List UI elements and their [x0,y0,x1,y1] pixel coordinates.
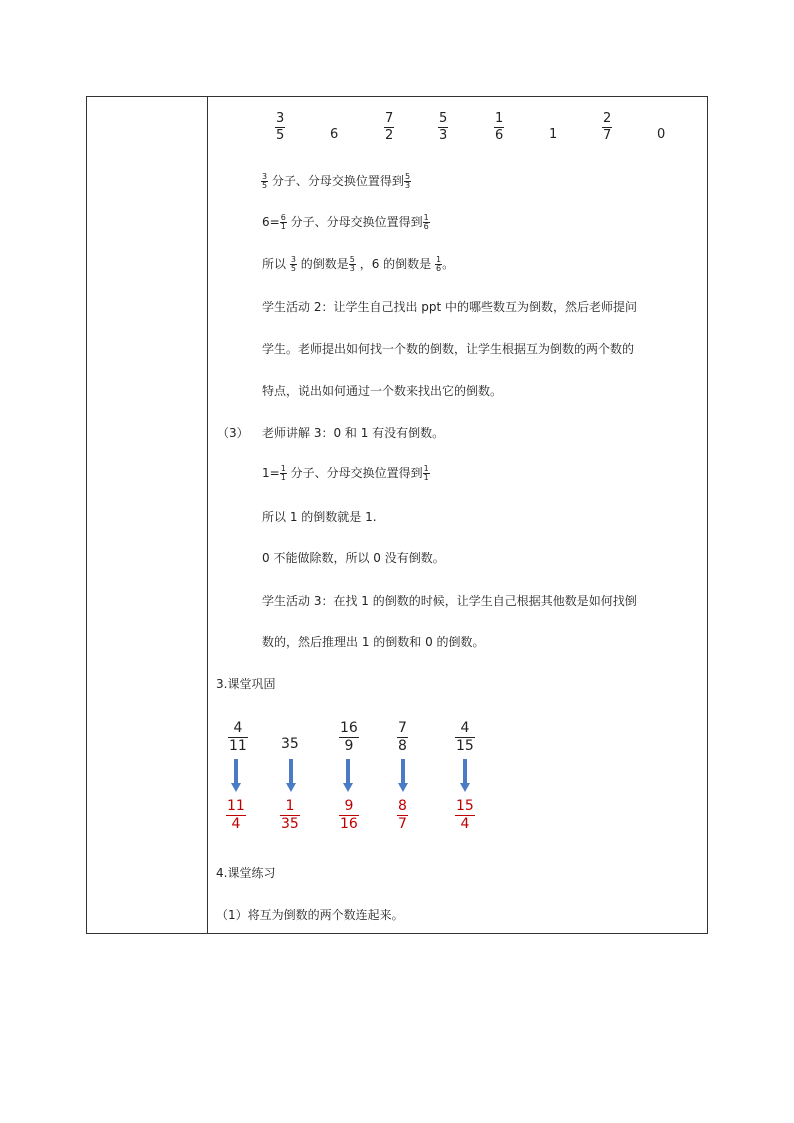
activity-3-line-2: 数的，然后推理出 1 的倒数和 0 的倒数。 [262,635,485,649]
activity-2-line-2: 学生。老师提出如何找一个数的倒数，让学生根据互为倒数的两个数的 [262,342,635,356]
fraction-1-6: $\frac{1}{6}$ [423,213,429,231]
down-arrow-icon [288,759,294,793]
fraction-6-1: $\frac{6}{1}$ [280,213,286,231]
consolidation-4-11: 4 11 [229,720,247,754]
activity-3-line-1: 学生活动 3：在找 1 的倒数的时候，让学生自己根据其他数是如何找倒 [262,594,637,608]
number-5-3 [438,112,448,143]
denominator: 5 [276,128,285,143]
equation-prefix: 1= [262,466,280,480]
fraction-1-6: $\frac{1}{6}$ [435,255,442,273]
fraction-1-1: $\frac{1}{1}$ [280,464,286,482]
line-swap-3-5 [261,173,411,190]
swap-text: 分子、分母交换位置得到 [271,174,404,188]
exercise-1: （1）将互为倒数的两个数连起来。 [216,908,404,922]
swap-text: 分子、分母交换位置得到 [290,215,423,229]
equation-prefix: 6= [262,215,280,229]
number-0: 0 [657,127,666,142]
consolidation-7-8: 7 8 [398,720,407,754]
number-3-5 [275,112,285,143]
fraction-5-3: $\frac{5}{3}$ [349,255,355,273]
denominator: 7 [603,128,612,143]
numerator: 5 [439,111,448,126]
numerator: 2 [603,111,612,126]
answer-9-16: 9 16 [340,798,358,832]
heading-practice: 4.课堂练习 [216,866,276,880]
consolidation-16-9: 16 9 [340,720,358,754]
down-arrow-icon [345,759,351,793]
denominator: 3 [439,128,448,143]
answer-11-4: 11 4 [227,798,245,832]
line-0-no-reciprocal: 0 不能做除数，所以 0 没有倒数。 [262,551,445,565]
fraction-3-5: $\frac{3}{5}$ [262,172,268,190]
consolidation-35: 35 [281,736,299,752]
fraction-1-1: $\frac{1}{1}$ [423,464,429,482]
activity-2-line-3: 特点，说出如何通过一个数来找出它的倒数。 [262,384,503,398]
line-swap-6 [262,214,430,231]
fraction-3-5: $\frac{3}{5}$ [290,255,296,273]
fraction-5-3: $\frac{5}{3}$ [404,172,411,190]
table-column-divider [207,96,208,934]
numerator: 1 [495,111,504,126]
text: 的倒数是 [300,257,349,271]
number-1: 1 [549,127,558,142]
numerator: 3 [276,111,285,126]
down-arrow-icon [233,759,239,793]
line-swap-1 [262,465,430,482]
activity-2-line-1: 学生活动 2：让学生自己找出 ppt 中的哪些数互为倒数，然后老师提问 [262,300,638,314]
text: 所以 [262,257,287,271]
heading-consolidation: 3.课堂巩固 [216,677,276,691]
down-arrow-icon [400,759,406,793]
section-3-text: 老师讲解 3：0 和 1 有没有倒数。 [262,426,445,440]
swap-text: 分子、分母交换位置得到 [290,466,423,480]
text: ，6 的倒数是 [359,257,432,271]
number-1-6 [494,112,504,143]
denominator: 2 [385,128,394,143]
answer-1-35: 1 35 [281,798,299,832]
numerator: 7 [385,111,394,126]
down-arrow-icon [462,759,468,793]
line-1-reciprocal: 所以 1 的倒数就是 1. [262,510,377,524]
text: 。 [442,257,455,271]
answer-15-4: 15 4 [456,798,474,832]
number-6: 6 [330,127,339,142]
consolidation-4-15: 4 15 [456,720,474,754]
number-7-2 [384,112,394,143]
number-2-7 [602,112,612,143]
answer-8-7: 8 7 [398,798,407,832]
line-conclusion [262,256,454,273]
section-3-label: （3） [217,426,249,440]
denominator: 6 [495,128,504,143]
